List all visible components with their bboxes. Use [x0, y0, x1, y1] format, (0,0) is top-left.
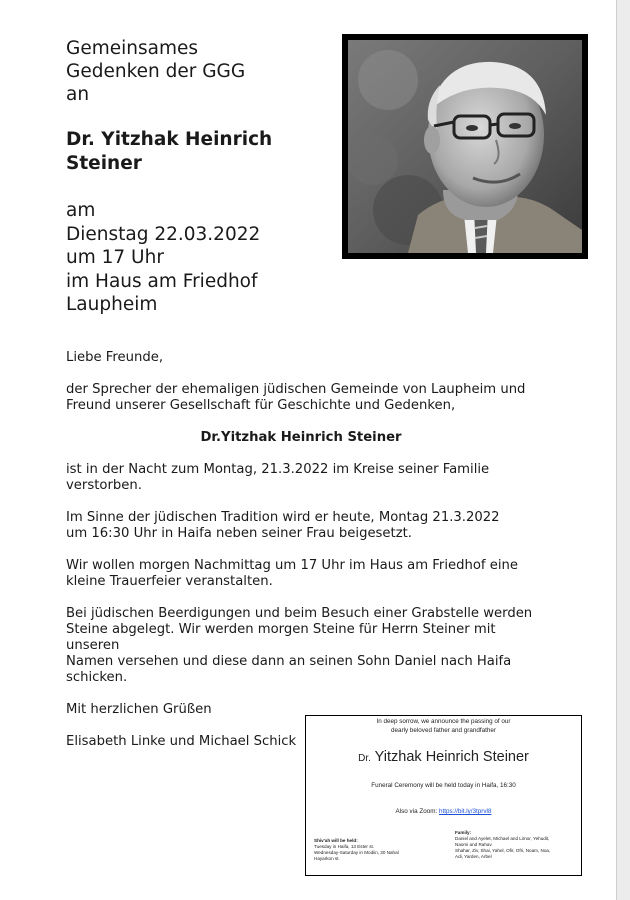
event-line-3: um 17 Uhr: [66, 247, 164, 268]
card-shiva-body: Tuesday in Haifa, 13 Ester st. Wednesday-Saturday in Modiin, 30 Nahal Hayarkon st.: [314, 844, 399, 861]
letter-deceased-name: Dr.Yitzhak Heinrich Steiner: [200, 430, 402, 445]
letter-paragraph-3: Im Sinne der jüdischen Tradition wird er heute, Montag 21.3.2022 um 16:30 Uhr in Haifa neben seiner Frau beigesetzt.: [66, 510, 500, 541]
card-family-title: Family:: [455, 830, 472, 835]
letter-paragraph-2: ist in der Nacht zum Montag, 21.3.2022 im Kreise seiner Familie verstorben.: [66, 462, 490, 493]
heading-line-1: Gemeinsames: [66, 38, 199, 59]
letter-greeting: Liebe Freunde,: [66, 350, 164, 365]
card-intro: In deep sorrow, we announce the passing of our dearly beloved father and grandfather: [376, 718, 511, 734]
card-name-prefix: Dr.: [358, 753, 371, 764]
letter-paragraph-4: Wir wollen morgen Nachmittag um 17 Uhr im Haus am Friedhof eine kleine Trauerfeier veranstalten.: [66, 558, 518, 589]
deceased-name-line-1: Dr. Yitzhak Heinrich: [66, 129, 273, 150]
letter-signature: Elisabeth Linke und Michael Schick: [66, 734, 297, 749]
event-line-4: im Haus am Friedhof: [66, 270, 258, 292]
letter-closing: Mit herzlichen Grüßen: [66, 702, 212, 717]
card-zoom-link[interactable]: https://bit.ly/3tprvl8: [438, 808, 492, 815]
event-line-2: Dienstag 22.03.2022: [66, 223, 261, 245]
card-ceremony: Funeral Ceremony will be held today in Haifa, 16:30: [371, 782, 516, 789]
letter-paragraph-1: der Sprecher der ehemaligen jüdischen Gemeinde von Laupheim und Freund unserer Gesellschaft für Geschichte und Gedenken,: [66, 382, 526, 413]
heading-line-3: an: [66, 84, 90, 105]
event-line-5: Laupheim: [66, 294, 158, 315]
event-line-1: am: [66, 200, 96, 221]
letter-body: [66, 350, 536, 750]
card-zoom-label: Also via Zoom:: [395, 808, 438, 815]
heading-line-2: Gedenken der GGG: [66, 61, 246, 82]
card-shiva-title: Shiv'ah will be held:: [314, 838, 358, 843]
card-shiva-info: [314, 838, 432, 862]
card-deceased-name: [306, 748, 581, 768]
event-details: [66, 199, 260, 317]
letter-paragraph-5: Bei jüdischen Beerdigungen und beim Besuch einer Grabstelle werden Steine abgelegt. Wir werden morgen Steine für Herrn Steiner mit unseren Namen versehen und diese dann an seinen Sohn Daniel nach Haifa schicken.: [66, 606, 533, 685]
deceased-name-line-2: Steiner: [66, 153, 142, 174]
portrait-photo: [342, 34, 588, 259]
memorial-heading: [66, 37, 245, 106]
card-name-text: Yitzhak Heinrich Steiner: [374, 749, 529, 765]
portrait-image: [348, 40, 582, 253]
card-family-info: [455, 830, 579, 860]
card-family-body: Daniel and Ayelet, Michael and Limor, Yehudit, Naomi and Rahav Shahar, Ziv, Shai, Yahel, Ofir, Ofri, Noam, Noa, Adi, Yarden, Arbel: [455, 836, 551, 859]
card-zoom-line: [306, 808, 581, 815]
mourning-notice-card: [305, 715, 582, 876]
deceased-name-heading: [66, 128, 272, 176]
